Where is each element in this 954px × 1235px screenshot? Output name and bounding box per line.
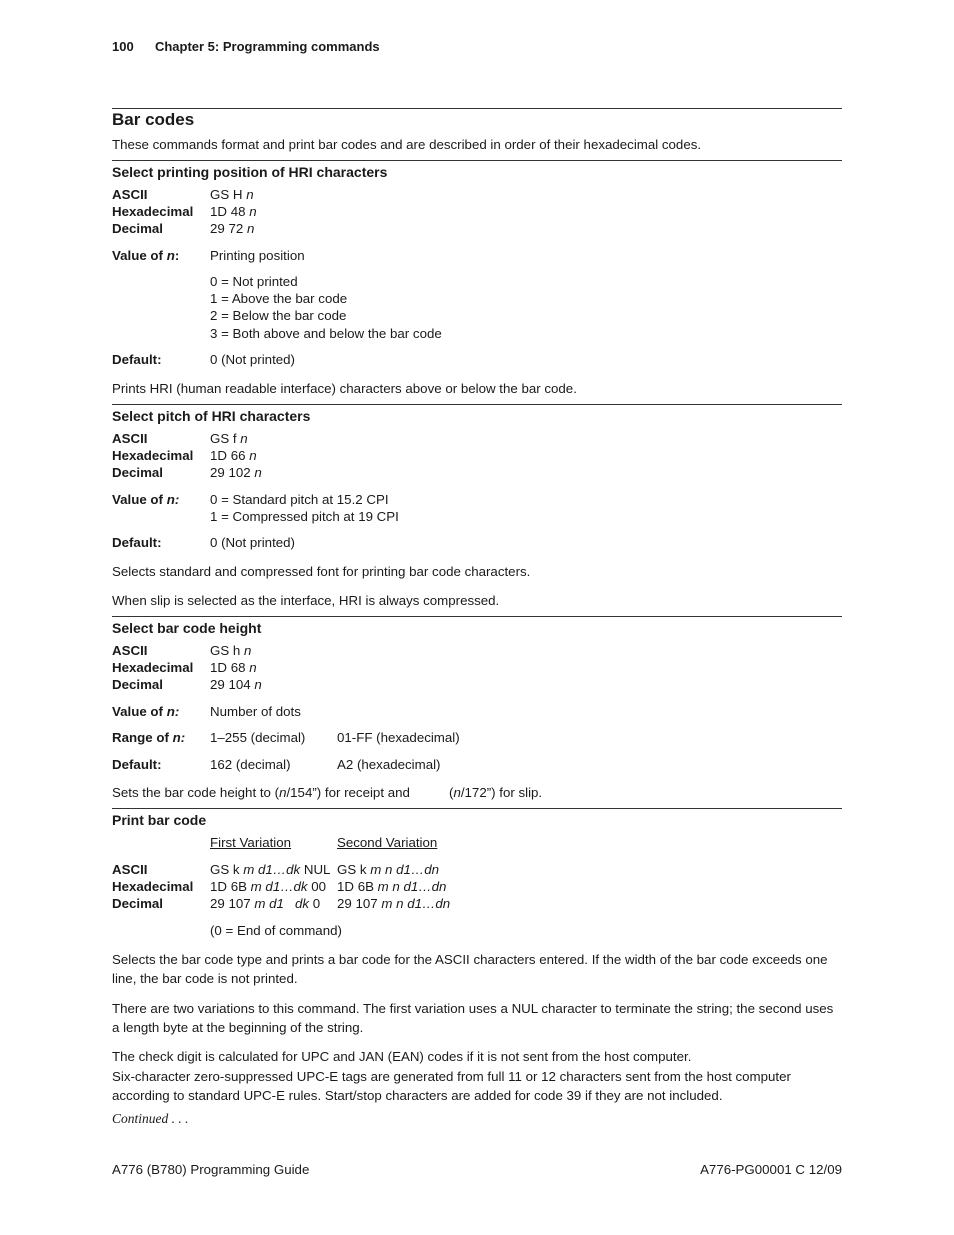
cmd3-hex-code: 1D 68 n [210, 660, 257, 675]
cmd3-range-label: Range of n: [112, 730, 186, 745]
cmd3-description-receipt: Sets the bar code height to (n/154”) for receipt and [112, 785, 410, 800]
cmd2-ascii-label: ASCII [112, 431, 148, 446]
cmd3-range-hex: 01-FF (hexadecimal) [337, 730, 460, 745]
cmd1-dec-label: Decimal [112, 221, 163, 236]
cmd2-description-2: When slip is selected as the interface, HRI is always compressed. [112, 593, 500, 608]
cmd3-rule [112, 616, 842, 617]
cmd4-rule [112, 808, 842, 809]
cmd1-dec-code: 29 72 n [210, 221, 255, 236]
section-intro: These commands format and print bar codes and are described in order of their hexadecimal codes. [112, 137, 702, 152]
cmd4-v1-ascii: GS k m d1…dk NUL [210, 862, 331, 877]
cmd4-end-note: (0 = End of command) [210, 923, 342, 938]
page-number: 100 [112, 39, 134, 54]
cmd4-dec-label: Decimal [112, 896, 163, 911]
cmd2-dec-label: Decimal [112, 465, 163, 480]
cmd2-rule [112, 404, 842, 405]
cmd2-description-1: Selects standard and compressed font for printing bar code characters. [112, 564, 531, 579]
cmd1-title: Select printing position of HRI characters [112, 164, 388, 180]
cmd4-ascii-label: ASCII [112, 862, 148, 877]
cmd1-default-label: Default: [112, 352, 162, 367]
cmd3-ascii-code: GS h n [210, 643, 252, 658]
cmd1-value-label: Value of n: [112, 248, 180, 263]
cmd1-hex-label: Hexadecimal [112, 204, 194, 219]
cmd2-hex-code: 1D 66 n [210, 448, 257, 463]
cmd3-range-decimal: 1–255 (decimal) [210, 730, 306, 745]
cmd1-value-0: 0 = Not printed [210, 274, 298, 289]
cmd4-paragraph-1: Selects the bar code type and prints a bar code for the ASCII characters entered. If the width of the bar code exceeds one line, the bar code is not printed. [112, 952, 828, 986]
continued-note: Continued . . . [112, 1111, 189, 1126]
cmd2-default-value: 0 (Not printed) [210, 535, 295, 550]
cmd2-value-1: 1 = Compressed pitch at 19 CPI [210, 509, 399, 524]
footer-guide-title: A776 (B780) Programming Guide [112, 1162, 310, 1177]
cmd1-value-2: 2 = Below the bar code [210, 308, 347, 323]
section-title: Bar codes [112, 110, 195, 129]
cmd1-ascii-code: GS H n [210, 187, 254, 202]
cmd3-default-hex: A2 (hexadecimal) [337, 757, 441, 772]
cmd4-paragraph-3: The check digit is calculated for UPC and JAN (EAN) codes if it is not sent from the host computer. [112, 1049, 692, 1064]
cmd2-ascii-code: GS f n [210, 431, 248, 446]
cmd1-hex-code: 1D 48 n [210, 204, 257, 219]
cmd3-default-label: Default: [112, 757, 162, 772]
cmd4-v2-ascii: GS k m n d1…dn [337, 862, 439, 877]
cmd1-default-value: 0 (Not printed) [210, 352, 295, 367]
cmd3-title: Select bar code height [112, 620, 262, 636]
footer-document-id: A776-PG00001 C 12/09 [700, 1162, 842, 1177]
cmd3-value-desc: Number of dots [210, 704, 301, 719]
cmd2-title: Select pitch of HRI characters [112, 408, 311, 424]
cmd1-value-desc: Printing position [210, 248, 305, 263]
chapter-title: Chapter 5: Programming commands [154, 39, 380, 54]
cmd3-hex-label: Hexadecimal [112, 660, 194, 675]
cmd3-default-decimal: 162 (decimal) [210, 757, 291, 772]
second-variation-heading: Second Variation [337, 835, 438, 850]
cmd1-ascii-label: ASCII [112, 187, 148, 202]
cmd3-description-slip: (n/172”) for slip. [449, 785, 543, 800]
cmd4-v2-hex: 1D 6B m n d1…dn [337, 879, 447, 894]
section-rule [112, 108, 842, 109]
cmd4-v1-dec: 29 107 m d1 dk 0 [210, 896, 321, 911]
cmd1-description: Prints HRI (human readable interface) characters above or below the bar code. [112, 381, 577, 396]
cmd1-rule [112, 160, 842, 161]
cmd2-default-label: Default: [112, 535, 162, 550]
cmd3-dec-code: 29 104 n [210, 677, 262, 692]
page-header [112, 39, 380, 54]
cmd4-v1-hex: 1D 6B m d1…dk 00 [210, 879, 327, 894]
cmd2-dec-code: 29 102 n [210, 465, 262, 480]
cmd2-hex-label: Hexadecimal [112, 448, 194, 463]
cmd3-ascii-label: ASCII [112, 643, 148, 658]
cmd4-title: Print bar code [112, 812, 207, 828]
cmd3-dec-label: Decimal [112, 677, 163, 692]
cmd2-value-label: Value of n: [112, 492, 180, 507]
cmd4-v2-dec: 29 107 m n d1…dn [337, 896, 451, 911]
cmd1-value-3: 3 = Both above and below the bar code [210, 326, 442, 341]
cmd4-paragraph-2: There are two variations to this command. The first variation uses a NUL character to terminate the string; the second uses a length byte at the beginning of the string. [112, 1001, 834, 1035]
cmd3-value-label: Value of n: [112, 704, 180, 719]
cmd4-hex-label: Hexadecimal [112, 879, 194, 894]
first-variation-heading: First Variation [210, 835, 292, 850]
cmd2-value-0: 0 = Standard pitch at 15.2 CPI [210, 492, 389, 507]
cmd4-paragraph-4: Six-character zero-suppressed UPC-E tags are generated from full 11 or 12 characters sent from the host computer according to standard UPC-E rules. Start/stop characters are added for code 39 if they are not included. [112, 1069, 791, 1103]
cmd1-value-1: 1 = Above the bar code [210, 291, 348, 306]
